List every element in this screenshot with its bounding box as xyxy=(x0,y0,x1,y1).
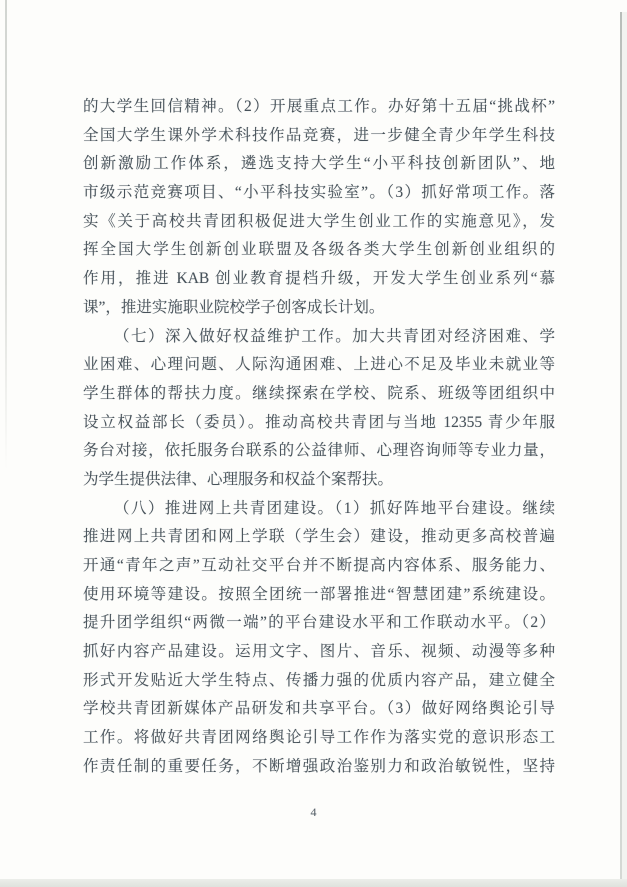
text-line: 学校共青团新媒体产品研发和共享平台。（3）做好网络舆论引导 xyxy=(83,700,555,718)
text-line: 的大学生回信精神。（2）开展重点工作。办好第十五届“挑战杯” xyxy=(83,98,555,115)
text-line: 学生群体的帮扶力度。继续探索在学校、院系、班级等团组织中 xyxy=(83,384,555,402)
text-line: 创新激励工作体系，遴选支持大学生“小平科技创新团队”、地 xyxy=(83,155,555,173)
text-line: （七）深入做好权益维护工作。加大共青团对经济困难、学 xyxy=(114,327,555,345)
text-line: 设立权益部长（委员）。推动高校共青团与当地 12355 青少年服 xyxy=(83,413,555,431)
page-number: 4 xyxy=(310,805,317,819)
text-line: 全国大学生课外学术科技作品竞赛，进一步健全青少年学生科技 xyxy=(83,126,555,144)
text-line: 推进网上共青团和网上学联（学生会）建设，推动更多高校普遍 xyxy=(83,528,555,546)
text-line: 抓好内容产品建设。运用文字、图片、音乐、视频、动漫等多种 xyxy=(83,643,555,661)
scan-edge-bottom xyxy=(0,879,627,887)
text-line: 作用，推进 KAB 创业教育提档升级，开发大学生创业系列“慕 xyxy=(83,270,555,288)
scan-edge-left xyxy=(5,0,7,470)
text-line: 使用环境等建设。按照全团统一部署推进“智慧团建”系统建设。 xyxy=(83,585,555,603)
text-line: 实《关于高校共青团积极促进大学生创业工作的实施意见》，发 xyxy=(83,212,555,230)
text-line: 形式开发贴近大学生特点、传播力强的优质内容产品，建立健全 xyxy=(83,671,555,689)
text-line: 市级示范竞赛项目、“小平科技实验室”。（3）抓好常项工作。落 xyxy=(83,184,555,202)
text-block xyxy=(83,93,555,782)
text-line: （八）推进网上共青团建设。（1）抓好阵地平台建设。继续 xyxy=(114,499,555,517)
text-line: 挥全国大学生创新创业联盟及各级各类大学生创新创业组织的 xyxy=(83,241,555,259)
text-line: 务台对接，依托服务台联系的公益律师、心理咨询师等专业力量， xyxy=(83,442,555,460)
text-line: 开通“青年之声”互动社交平台并不断提高内容体系、服务能力、 xyxy=(83,557,555,574)
text-line: 作责任制的重要任务，不断增强政治鉴别力和政治敏锐性，坚持 xyxy=(83,757,555,775)
text-line: 业困难、心理问题、人际沟通困难、上进心不足及毕业未就业等 xyxy=(83,356,555,374)
scan-edge-right-strip xyxy=(622,12,627,887)
text-line: 工作。将做好共青团网络舆论引导工作作为落实党的意识形态工 xyxy=(83,729,555,747)
text-line: 课”，推进实施职业院校学子创客成长计划。 xyxy=(83,298,385,316)
scan-edge-right xyxy=(620,12,622,887)
text-line: 为学生提供法律、心理服务和权益个案帮扶。 xyxy=(83,470,394,488)
text-line: 提升团学组织“两微一端”的平台建设水平和工作联动水平。（2） xyxy=(83,614,555,632)
